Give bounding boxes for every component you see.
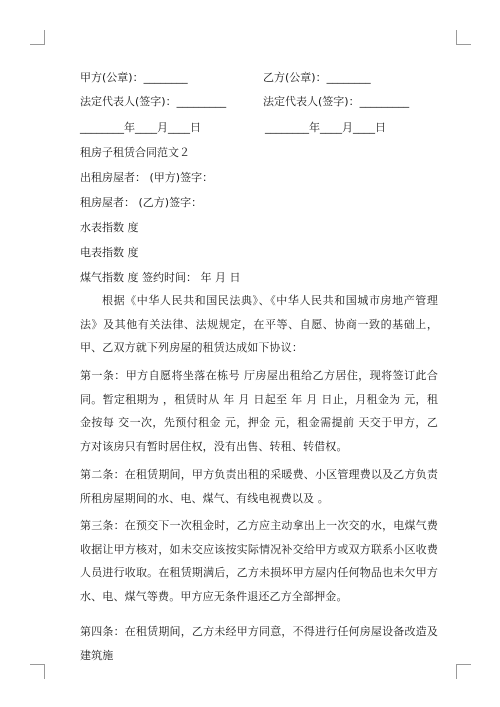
party-b-seal: 乙方(公章)：________ <box>263 71 371 84</box>
party-a-date: ________年____月____日 <box>80 121 201 134</box>
party-b-date: ________年____月____日 <box>265 121 386 134</box>
party-a-seal: 甲方(公章)：________ <box>80 71 188 84</box>
article-4: 第四条：在租赁期间，乙方未经甲方同意，不得进行任何房屋设备改造及建筑施 <box>80 625 438 662</box>
electric-meter-field: 电表指数 度 <box>80 246 139 259</box>
party-b-representative: 法定代表人(签字)：_________ <box>263 95 410 108</box>
lessee-field: 租房屋者： (乙方)签字： <box>80 196 203 209</box>
article-1: 第一条：甲方自愿将坐落在栋号 厅房屋出租给乙方居住，现将签订此合同。暂定租期为 ，租赁时从 年 月 日起至 年 月 日止，月租金为 元，租金按每 交一次，先预付租金 元，押金 元，租金需提前 天交于甲方，乙方对该房只有暂时居住权，没有出售、转租、转借权。 <box>80 369 438 453</box>
water-meter-field: 水表指数 度 <box>80 221 139 234</box>
article-2: 第二条：在租赁期间，甲方负责出租的采暖费、小区管理费以及乙方负责所租房屋期间的水、电、煤气、有线电视费以及 。 <box>80 468 438 505</box>
document-title: 租房子租赁合同范文２ <box>80 146 190 159</box>
lessor-field: 出租房屋者： (甲方)签字： <box>80 171 214 184</box>
crop-mark-top-right <box>456 30 471 45</box>
gas-meter-field: 煤气指数 度 签约时间： 年 月 日 <box>80 271 241 284</box>
intro-paragraph: 根据《中华人民共和国民法典》、《中华人民共和国城市房地产管理法》及其他有关法律、法规规定，在平等、自愿、协商一致的基础上，甲、乙双方就下列房屋的租赁达成如下协议： <box>80 294 438 354</box>
article-3: 第三条：在预交下一次租金时，乙方应主动拿出上一次交的水，电煤气费收据让甲方核对，如未交应该按实际情况补交给甲方或双方联系小区收费人员进行收取。在租赁期满后，乙方未损坏甲方屋内任何物品也未欠甲方水、电、煤气等费。甲方应无条件退还乙方全部押金。 <box>80 519 438 603</box>
crop-mark-top-left <box>30 30 45 45</box>
crop-mark-bottom-left <box>30 664 45 679</box>
party-a-representative: 法定代表人(签字)：_________ <box>80 95 227 108</box>
crop-mark-bottom-right <box>456 664 471 679</box>
